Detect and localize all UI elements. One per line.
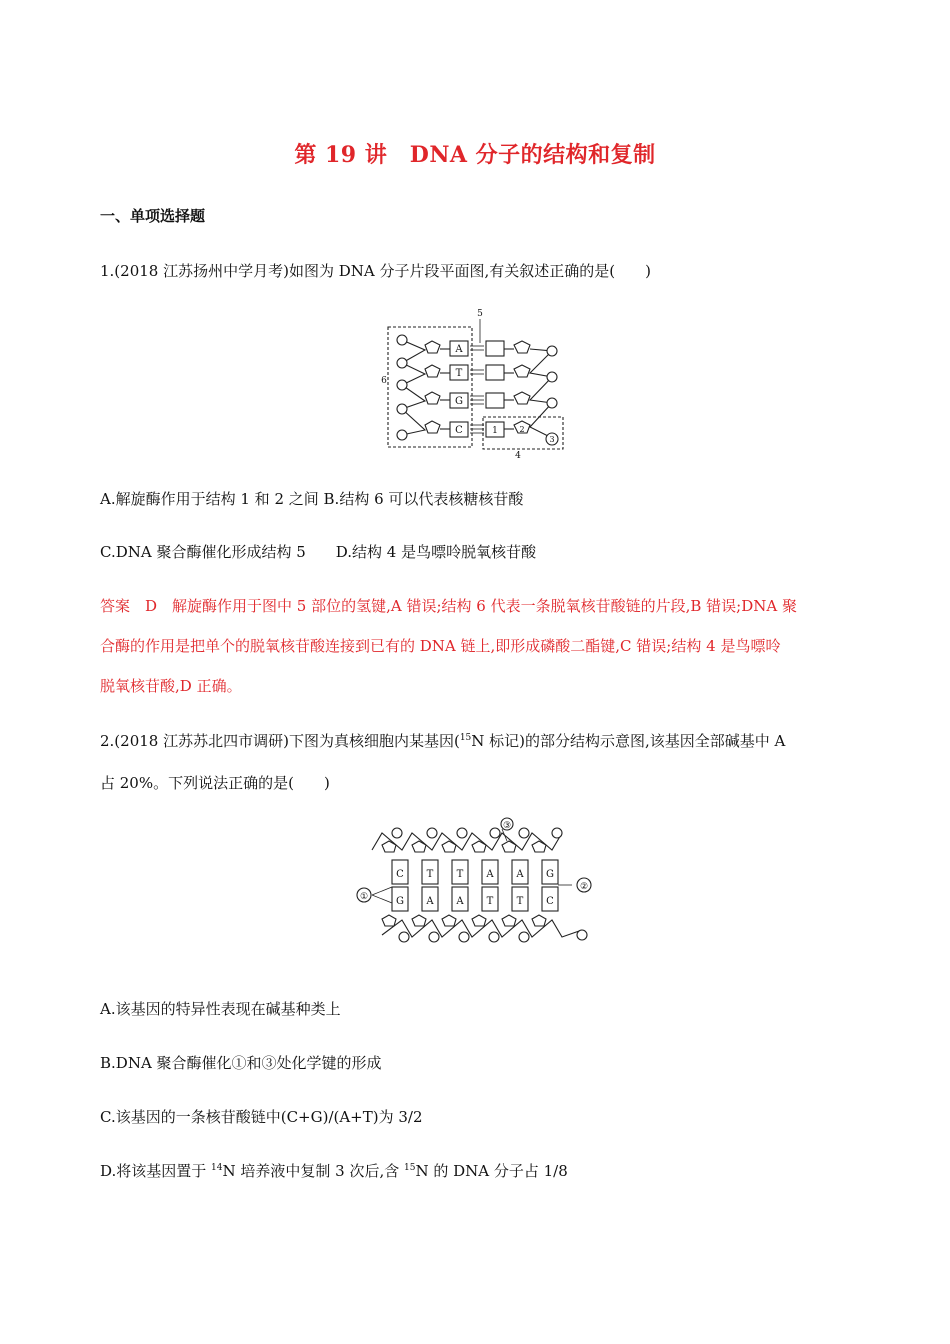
superscript: 14 — [211, 1163, 223, 1173]
q1-answer — [100, 586, 870, 706]
base-bottom: A — [456, 896, 464, 907]
label-circle-2: ② — [579, 882, 589, 892]
q2-option-d — [100, 1160, 568, 1181]
q1-options-ab: A.解旋酶作用于结构 1 和 2 之间 B.结构 6 可以代表核糖核苷酸 — [100, 490, 524, 508]
q2-option-c: C.该基因的一条核苷酸链中(C+G)/(A+T)为 3/2 — [100, 1108, 423, 1126]
base-bottom: A — [426, 896, 434, 907]
label-4: 4 — [515, 451, 521, 461]
base-label: G — [455, 396, 463, 407]
base-top: T — [456, 869, 464, 880]
base-label: T — [455, 368, 463, 379]
base-top: C — [396, 869, 404, 880]
text-span: D.将该基因置于 — [100, 1162, 212, 1180]
base-label: C — [455, 425, 463, 436]
base-bottom: T — [486, 896, 494, 907]
dna-fragment-diagram — [380, 305, 580, 465]
answer-line: 答案 D 解旋酶作用于图中 5 部位的氢键,A 错误;结构 6 代表一条脱氧核苷酸链的片段,B 错误;DNA 聚 — [100, 597, 797, 615]
base-bottom: T — [516, 896, 524, 907]
section-heading: 一、单项选择题 — [100, 207, 206, 225]
base-top: A — [516, 869, 524, 880]
base-bottom: G — [396, 896, 404, 907]
base-top: T — [426, 869, 434, 880]
q2-stem-line1 — [100, 730, 785, 751]
q1-stem: 1.(2018 江苏扬州中学月考)如图为 DNA 分子片段平面图,有关叙述正确的是( ) — [100, 262, 651, 280]
base-top: A — [486, 869, 494, 880]
label-1: 1 — [492, 426, 498, 436]
text-span: N 的 DNA 分子占 1/8 — [415, 1162, 568, 1180]
text-span: N 标记)的部分结构示意图,该基因全部碱基中 A — [471, 732, 786, 750]
q2-stem-line2: 占 20%。下列说法正确的是( ) — [100, 774, 330, 792]
label-5: 5 — [477, 309, 483, 319]
label-6: 6 — [381, 376, 387, 386]
label-2: 2 — [519, 425, 525, 434]
text-span: 2.(2018 江苏苏北四市调研)下图为真核细胞内某基因( — [100, 732, 460, 750]
text-span: N 培养液中复制 3 次后,含 — [222, 1162, 404, 1180]
q2-option-a: A.该基因的特异性表现在碱基种类上 — [100, 1000, 341, 1018]
q1-options-cd: C.DNA 聚合酶催化形成结构 5 D.结构 4 是鸟嘌呤脱氧核苷酸 — [100, 543, 537, 561]
label-circle-1: ① — [359, 892, 369, 902]
base-label: A — [455, 344, 463, 355]
gene-structure-diagram — [352, 815, 602, 955]
superscript: 15 — [459, 733, 472, 743]
superscript: 15 — [404, 1163, 416, 1173]
answer-line: 合酶的作用是把单个的脱氧核苷酸连接到已有的 DNA 链上,即形成磷酸二酯键,C 错误;结构 4 是鸟嘌呤 — [100, 637, 781, 655]
base-top: G — [546, 869, 554, 880]
answer-line: 脱氧核苷酸,D 正确。 — [100, 677, 242, 695]
base-bottom: C — [546, 896, 554, 907]
page-title: 第 19 讲 DNA 分子的结构和复制 — [294, 142, 656, 168]
label-3: 3 — [549, 435, 555, 444]
label-circle-3: ③ — [502, 821, 512, 831]
q2-option-b: B.DNA 聚合酶催化①和③处化学键的形成 — [100, 1054, 382, 1072]
